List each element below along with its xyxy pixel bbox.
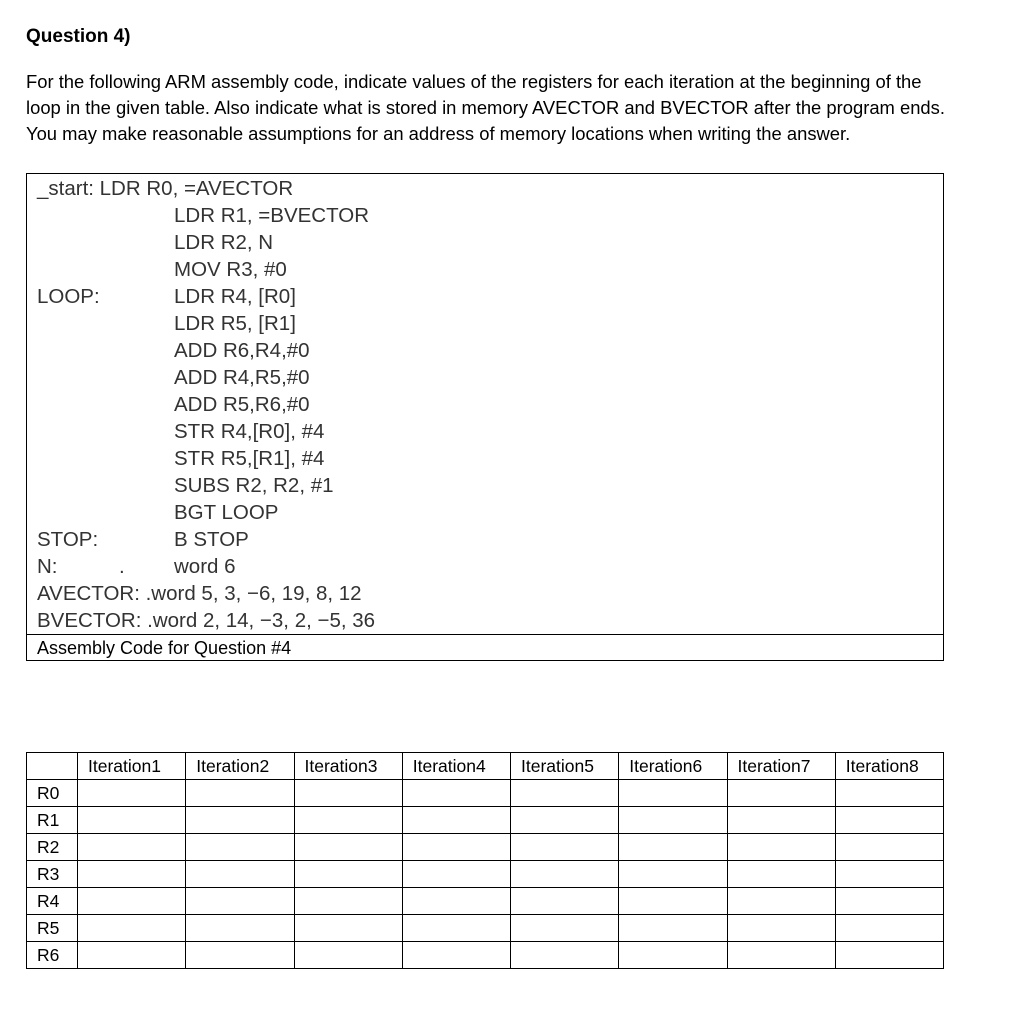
answer-cell[interactable] bbox=[78, 807, 186, 834]
answer-cell[interactable] bbox=[619, 834, 727, 861]
answer-cell[interactable] bbox=[402, 915, 510, 942]
code-text: AVECTOR: .word 5, 3, −6, 19, 8, 12 bbox=[37, 582, 362, 605]
answer-cell[interactable] bbox=[511, 861, 619, 888]
code-dot: . bbox=[119, 555, 125, 578]
answer-cell[interactable] bbox=[294, 861, 402, 888]
header-cell: Iteration8 bbox=[835, 753, 943, 780]
register-label-cell: R0 bbox=[27, 780, 78, 807]
code-label: STOP: bbox=[37, 528, 99, 551]
answer-cell[interactable] bbox=[186, 915, 294, 942]
register-label-cell: R4 bbox=[27, 888, 78, 915]
answer-cell[interactable] bbox=[619, 807, 727, 834]
code-text: _start: LDR R0, =AVECTOR bbox=[37, 177, 294, 200]
answer-cell[interactable] bbox=[619, 888, 727, 915]
answer-cell[interactable] bbox=[294, 834, 402, 861]
answer-cell[interactable] bbox=[727, 807, 835, 834]
code-instruction: BGT LOOP bbox=[174, 501, 279, 524]
code-instruction: LDR R5, [R1] bbox=[174, 312, 296, 335]
table-row bbox=[27, 861, 944, 888]
answer-cell[interactable] bbox=[402, 942, 510, 969]
answer-cell[interactable] bbox=[511, 942, 619, 969]
answer-cell[interactable] bbox=[402, 888, 510, 915]
answer-cell[interactable] bbox=[402, 861, 510, 888]
answer-cell[interactable] bbox=[78, 915, 186, 942]
answer-cell[interactable] bbox=[511, 834, 619, 861]
code-instruction: LDR R2, N bbox=[174, 231, 274, 254]
answer-cell[interactable] bbox=[294, 915, 402, 942]
answer-cell[interactable] bbox=[835, 807, 943, 834]
answer-cell[interactable] bbox=[186, 888, 294, 915]
answer-cell[interactable] bbox=[186, 807, 294, 834]
answer-cell[interactable] bbox=[619, 861, 727, 888]
header-corner-cell bbox=[27, 753, 78, 780]
code-instruction: STR R5,[R1], #4 bbox=[174, 447, 325, 470]
answer-cell[interactable] bbox=[727, 834, 835, 861]
answer-cell[interactable] bbox=[78, 942, 186, 969]
code-instruction: ADD R6,R4,#0 bbox=[174, 339, 310, 362]
answer-cell[interactable] bbox=[186, 780, 294, 807]
answer-cell[interactable] bbox=[835, 888, 943, 915]
question-instructions: For the following ARM assembly code, indicate values of the registers for each iteration at the beginning of the loop in the given table. Also indicate what is stored in memory AVECTOR and BVECTOR after the program ends. You may make reasonable assumptions for an address of memory locations when writing the answer. bbox=[26, 71, 945, 144]
code-text: BVECTOR: .word 2, 14, −3, 2, −5, 36 bbox=[37, 609, 376, 632]
answer-cell[interactable] bbox=[727, 942, 835, 969]
answer-cell[interactable] bbox=[511, 780, 619, 807]
code-instruction: word 6 bbox=[174, 555, 236, 578]
code-listing bbox=[27, 174, 943, 634]
header-cell: Iteration1 bbox=[78, 753, 186, 780]
code-instruction: MOV R3, #0 bbox=[174, 258, 287, 281]
answer-cell[interactable] bbox=[619, 942, 727, 969]
answer-cell[interactable] bbox=[727, 780, 835, 807]
code-caption: Assembly Code for Question #4 bbox=[27, 634, 943, 661]
code-instruction: ADD R4,R5,#0 bbox=[174, 366, 310, 389]
answer-cell[interactable] bbox=[511, 807, 619, 834]
code-instruction: SUBS R2, R2, #1 bbox=[174, 474, 334, 497]
code-instruction: ADD R5,R6,#0 bbox=[174, 393, 310, 416]
answer-cell[interactable] bbox=[835, 861, 943, 888]
answer-cell[interactable] bbox=[835, 915, 943, 942]
answer-cell[interactable] bbox=[835, 942, 943, 969]
table-row bbox=[27, 807, 944, 834]
answer-cell[interactable] bbox=[619, 780, 727, 807]
table-header-row bbox=[27, 753, 944, 780]
answer-cell[interactable] bbox=[402, 807, 510, 834]
answer-cell[interactable] bbox=[619, 915, 727, 942]
answer-cell[interactable] bbox=[727, 888, 835, 915]
answer-cell[interactable] bbox=[78, 861, 186, 888]
answer-cell[interactable] bbox=[727, 915, 835, 942]
register-label-cell: R6 bbox=[27, 942, 78, 969]
answer-cell[interactable] bbox=[186, 861, 294, 888]
question-heading: Question 4) bbox=[26, 26, 131, 47]
assembly-code-box bbox=[26, 173, 944, 661]
header-cell: Iteration3 bbox=[294, 753, 402, 780]
answer-cell[interactable] bbox=[835, 834, 943, 861]
register-label-cell: R3 bbox=[27, 861, 78, 888]
answer-cell[interactable] bbox=[727, 861, 835, 888]
header-cell: Iteration6 bbox=[619, 753, 727, 780]
table-row bbox=[27, 834, 944, 861]
code-label: LOOP: bbox=[37, 285, 100, 308]
register-label-cell: R5 bbox=[27, 915, 78, 942]
header-cell: Iteration7 bbox=[727, 753, 835, 780]
table-row bbox=[27, 888, 944, 915]
answer-cell[interactable] bbox=[78, 780, 186, 807]
answer-cell[interactable] bbox=[402, 834, 510, 861]
answer-cell[interactable] bbox=[511, 915, 619, 942]
register-iteration-table bbox=[26, 752, 944, 969]
table-row bbox=[27, 780, 944, 807]
header-cell: Iteration5 bbox=[511, 753, 619, 780]
header-cell: Iteration4 bbox=[402, 753, 510, 780]
answer-cell[interactable] bbox=[186, 834, 294, 861]
answer-cell[interactable] bbox=[835, 780, 943, 807]
answer-cell[interactable] bbox=[294, 780, 402, 807]
table-row bbox=[27, 942, 944, 969]
code-instruction: STR R4,[R0], #4 bbox=[174, 420, 325, 443]
answer-cell[interactable] bbox=[511, 888, 619, 915]
code-instruction: LDR R4, [R0] bbox=[174, 285, 296, 308]
table-row bbox=[27, 915, 944, 942]
answer-cell[interactable] bbox=[402, 780, 510, 807]
register-label-cell: R2 bbox=[27, 834, 78, 861]
code-instruction: B STOP bbox=[174, 528, 249, 551]
answer-cell[interactable] bbox=[78, 834, 186, 861]
register-label-cell: R1 bbox=[27, 807, 78, 834]
answer-cell[interactable] bbox=[294, 942, 402, 969]
header-cell: Iteration2 bbox=[186, 753, 294, 780]
code-label: N: bbox=[37, 555, 58, 578]
answer-cell[interactable] bbox=[294, 888, 402, 915]
answer-cell[interactable] bbox=[78, 888, 186, 915]
code-instruction: LDR R1, =BVECTOR bbox=[174, 204, 370, 227]
answer-cell[interactable] bbox=[186, 942, 294, 969]
answer-cell[interactable] bbox=[294, 807, 402, 834]
